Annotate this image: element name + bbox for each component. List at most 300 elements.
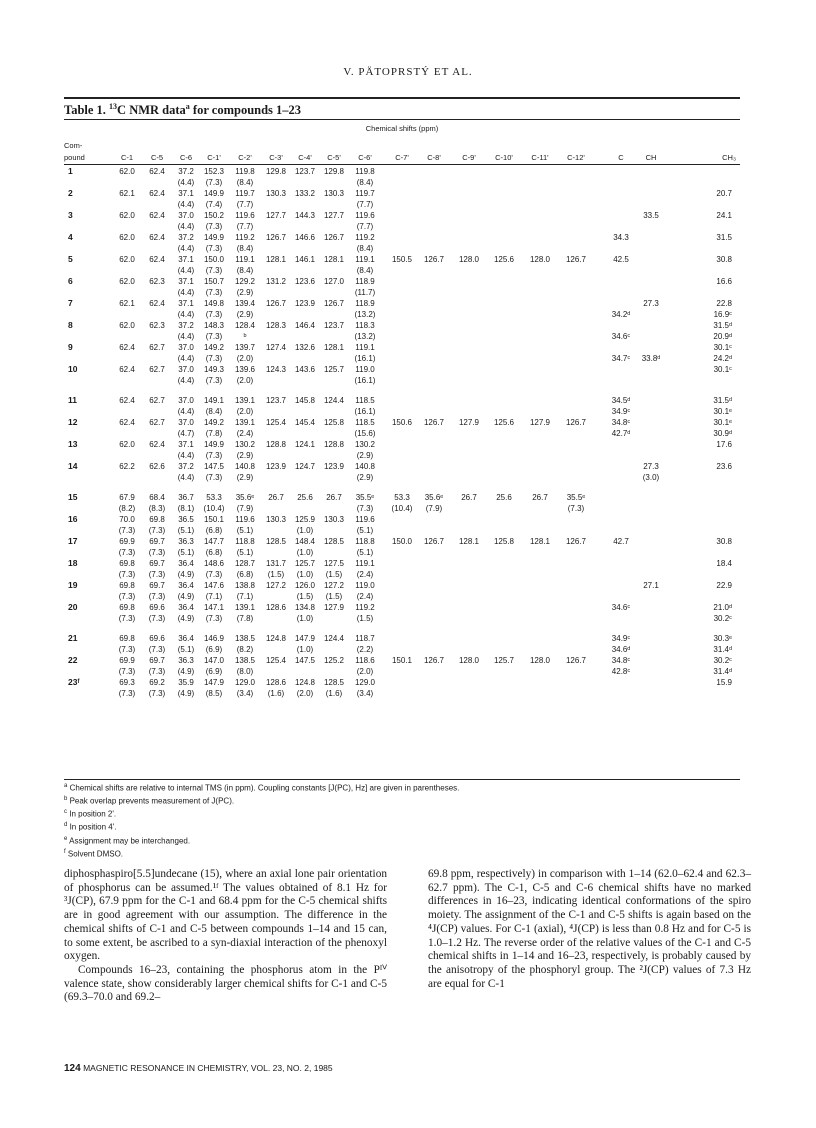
table-cell: (4.4) bbox=[177, 200, 195, 209]
table-cell: 119.1 bbox=[355, 255, 375, 264]
compound-number: 3 bbox=[68, 210, 73, 220]
table-cell: 20.7 bbox=[716, 189, 732, 198]
table-cell: 130.3 bbox=[323, 189, 345, 198]
table-cell: 62.4 bbox=[149, 255, 165, 264]
column-header: C-4' bbox=[298, 153, 312, 162]
table-cell: 128.3 bbox=[265, 321, 287, 330]
table-cell: (8.4) bbox=[205, 407, 223, 416]
table-cell: 62.0 bbox=[119, 440, 135, 449]
footnote-text: Solvent DMSO. bbox=[65, 849, 124, 859]
table-cell: (1.5) bbox=[325, 570, 343, 579]
table-cell: 145.8 bbox=[294, 396, 316, 405]
table-cell: 123.9 bbox=[294, 299, 316, 308]
column-header: C-5 bbox=[150, 153, 164, 162]
table-cell: (3.4) bbox=[236, 689, 254, 698]
table-cell: (5.1) bbox=[356, 526, 374, 535]
table-cell: 119.7 bbox=[235, 189, 255, 198]
table-cell: 119.8 bbox=[355, 167, 375, 176]
table-row bbox=[64, 232, 740, 254]
table-row bbox=[64, 439, 740, 461]
table-cell: 69.9 bbox=[119, 656, 135, 665]
table-cell: (4.4) bbox=[177, 222, 195, 231]
table-cell: (1.5) bbox=[296, 592, 314, 601]
table-cell: 118.5 bbox=[355, 396, 375, 405]
coupling-line bbox=[64, 309, 740, 320]
footnote-text: In position 2'. bbox=[67, 809, 117, 819]
table-cell: 131.2 bbox=[265, 277, 287, 286]
table-cell: 27.3 bbox=[643, 299, 659, 308]
footnote-text: Assignment may be interchanged. bbox=[67, 836, 191, 846]
table-cell: (8.4) bbox=[356, 244, 374, 253]
table-cell: 30.9ᵈ bbox=[713, 429, 732, 438]
shift-line bbox=[64, 320, 740, 331]
table-cell: 125.7 bbox=[493, 656, 515, 665]
table-cell: 149.8 bbox=[203, 299, 225, 308]
table-cell: 62.3 bbox=[149, 321, 165, 330]
table-cell: 69.8 bbox=[119, 634, 135, 643]
column-header: C bbox=[618, 153, 624, 162]
shift-line bbox=[64, 417, 740, 428]
footnote bbox=[64, 781, 740, 794]
table-cell: 125.7 bbox=[294, 559, 316, 568]
table-cell: 139.1 bbox=[234, 396, 256, 405]
table-cell: 139.4 bbox=[234, 299, 256, 308]
table-cell: 62.4 bbox=[119, 343, 135, 352]
table-cell: 17.6 bbox=[716, 440, 732, 449]
compound-number: 13 bbox=[68, 439, 78, 449]
table-row bbox=[64, 417, 740, 439]
table-row bbox=[64, 492, 740, 514]
coupling-line bbox=[64, 591, 740, 602]
table-cell: 42.7ᵈ bbox=[611, 429, 631, 438]
table-cell: 62.0 bbox=[119, 167, 135, 176]
table-cell: 147.9 bbox=[294, 634, 316, 643]
table-cell: 128.4 bbox=[234, 321, 256, 330]
table-cell: 152.3 bbox=[203, 167, 225, 176]
table-cell: 127.9 bbox=[323, 603, 345, 612]
table-row bbox=[64, 633, 740, 655]
table-cell: (10.4) bbox=[203, 504, 225, 513]
compound-number: 18 bbox=[68, 558, 78, 568]
table-cell: (4.4) bbox=[177, 178, 195, 187]
table-cell: 35.6ᵉ bbox=[235, 493, 255, 502]
table-row bbox=[64, 677, 740, 699]
body-paragraph: 69.8 ppm, respectively) in comparison with 1–14 (62.0–62.4 and 62.3–62.7 ppm). The C-1, C-5 and C-6 chemical shifts have no marked differences in 16–23, indicating identical conformations of the spiro moiety. The assignment of the C-1 and C-5 shifts is again based on the ⁴J(CP) values. For C-1 (axial), ⁴J(CP) is less than 0.8 Hz and for C-5 is 1.0–1.2 Hz. The reverse order of the relative values of the C-1 and C-5 chemical shifts in 1–14 and 16–23, respectively, is probably caused by the anisotropy of the phosphoryl group. The ²J(CP) values of 7.3 Hz are equal for C-1 bbox=[428, 868, 751, 990]
table-cell: 62.4 bbox=[119, 365, 135, 374]
compound-number: 1 bbox=[68, 166, 73, 176]
table-cell: 124.7 bbox=[294, 462, 316, 471]
table-cell: (4.4) bbox=[177, 310, 195, 319]
table-cell: (7.3) bbox=[205, 244, 223, 253]
shift-line bbox=[64, 461, 740, 472]
table-cell: 125.7 bbox=[323, 365, 345, 374]
table-cell: (4.4) bbox=[177, 354, 195, 363]
table-cell: 62.7 bbox=[149, 418, 165, 427]
table-cell: 119.2 bbox=[235, 233, 255, 242]
compound-number: 14 bbox=[68, 461, 78, 471]
table-cell: 34.9ᶜ bbox=[611, 407, 631, 416]
table-cell: (4.4) bbox=[177, 473, 195, 482]
table-cell: 36.3 bbox=[178, 537, 194, 546]
table-cell: 147.5 bbox=[203, 462, 225, 471]
table-cell: 149.9 bbox=[203, 233, 225, 242]
table-row bbox=[64, 276, 740, 298]
coupling-line bbox=[64, 243, 740, 254]
table-cell: 62.6 bbox=[149, 462, 165, 471]
coupling-line bbox=[64, 199, 740, 210]
table-cell: 37.2 bbox=[178, 462, 194, 471]
table-cell: 124.3 bbox=[265, 365, 287, 374]
table-cell: (7.7) bbox=[356, 222, 374, 231]
table-cell: (8.2) bbox=[236, 645, 254, 654]
table-cell: 62.0 bbox=[119, 233, 135, 242]
table-cell: (2.9) bbox=[356, 451, 374, 460]
table-cell: 125.9 bbox=[294, 515, 316, 524]
table-cell: 26.7 bbox=[532, 493, 548, 502]
table-cell: 128.1 bbox=[265, 255, 287, 264]
table-cell: 126.7 bbox=[265, 299, 287, 308]
compound-number: 10 bbox=[68, 364, 78, 374]
table-cell: 31.4ᵈ bbox=[713, 667, 732, 676]
coupling-line bbox=[64, 221, 740, 232]
table-cell: 42.8ᶜ bbox=[611, 667, 631, 676]
table-cell: 128.0 bbox=[529, 255, 551, 264]
table-cell: 123.7 bbox=[265, 396, 287, 405]
table-cell: 128.8 bbox=[323, 440, 345, 449]
running-head: V. PÄTOPRSTÝ ET AL. bbox=[343, 66, 473, 78]
table-cell: 36.5 bbox=[178, 515, 194, 524]
table-cell: 128.1 bbox=[529, 537, 551, 546]
table-cell: (1.6) bbox=[267, 689, 285, 698]
table-cell: (7.3) bbox=[205, 310, 223, 319]
table-cell: (7.3) bbox=[205, 451, 223, 460]
table-cell: 118.9 bbox=[355, 277, 375, 286]
table-cell: (7.7) bbox=[236, 200, 254, 209]
table-row bbox=[64, 364, 740, 386]
column-header: C-2' bbox=[238, 153, 252, 162]
table-cell: 37.0 bbox=[178, 343, 194, 352]
table-cell: 147.6 bbox=[203, 581, 225, 590]
table-cell: 139.1 bbox=[234, 603, 256, 612]
table-cell: 34.6ᵈ bbox=[611, 645, 631, 654]
table-cell: 34.6ᶜ bbox=[611, 603, 631, 612]
table-cell: 62.1 bbox=[119, 189, 135, 198]
table-head-rule bbox=[64, 119, 740, 120]
compound-number: 17 bbox=[68, 536, 78, 546]
table-title bbox=[64, 102, 301, 118]
table-cell: (7.7) bbox=[236, 222, 254, 231]
table-row bbox=[64, 298, 740, 320]
table-cell: (7.1) bbox=[205, 592, 223, 601]
table-cell: 125.6 bbox=[493, 255, 515, 264]
compound-number: 9 bbox=[68, 342, 73, 352]
table-cell: 139.1 bbox=[234, 418, 256, 427]
table-cell: 125.8 bbox=[493, 537, 515, 546]
table-cell: 128.0 bbox=[458, 255, 480, 264]
shift-line bbox=[64, 677, 740, 688]
table-cell: (7.9) bbox=[425, 504, 443, 513]
table-cell: 143.6 bbox=[294, 365, 316, 374]
table-cell: 30.2ᶜ bbox=[713, 614, 732, 623]
table-cell: 33.5 bbox=[643, 211, 659, 220]
table-cell: (2.4) bbox=[356, 592, 374, 601]
table-cell: 146.4 bbox=[294, 321, 316, 330]
table-cell: 34.6ᶜ bbox=[611, 332, 631, 341]
table-cell: (11.7) bbox=[354, 288, 376, 297]
footnote-mark: a bbox=[64, 783, 68, 789]
table-cell: 126.7 bbox=[423, 537, 445, 546]
table-row bbox=[64, 166, 740, 188]
coupling-line bbox=[64, 331, 740, 342]
table-cell: (2.0) bbox=[236, 376, 254, 385]
table-cell: 123.6 bbox=[294, 277, 316, 286]
table-cell: 128.7 bbox=[234, 559, 256, 568]
table-cell: 37.1 bbox=[178, 299, 194, 308]
table-cell: 69.8 bbox=[119, 559, 135, 568]
table-cell: 62.4 bbox=[149, 167, 165, 176]
compound-number: 19 bbox=[68, 580, 78, 590]
table-cell: 148.6 bbox=[203, 559, 225, 568]
chemical-shifts-label: Chemical shifts (ppm) bbox=[365, 124, 439, 133]
shift-line bbox=[64, 558, 740, 569]
table-cell: 148.4 bbox=[294, 537, 316, 546]
table-cell: (7.3) bbox=[148, 645, 166, 654]
table-cell: (16.1) bbox=[354, 354, 376, 363]
table-cell: (7.9) bbox=[236, 504, 254, 513]
table-cell: 130.3 bbox=[265, 515, 287, 524]
footnote-mark: c bbox=[64, 809, 67, 816]
table-cell: 26.7 bbox=[326, 493, 342, 502]
table-cell: 22.9 bbox=[716, 581, 732, 590]
table-cell: 128.5 bbox=[265, 537, 287, 546]
table-cell: 128.8 bbox=[265, 440, 287, 449]
table-cell: 69.9 bbox=[119, 537, 135, 546]
table-cell: 69.8 bbox=[119, 581, 135, 590]
table-cell: (3.0) bbox=[642, 473, 660, 482]
table-cell: 119.7 bbox=[355, 189, 375, 198]
shift-line bbox=[64, 439, 740, 450]
nmr-data-table bbox=[64, 166, 740, 699]
table-row bbox=[64, 558, 740, 580]
table-cell: 34.3 bbox=[613, 233, 629, 242]
table-cell: 30.3ᵉ bbox=[713, 634, 732, 643]
table-cell: 23.6 bbox=[716, 462, 732, 471]
column-header: C-10' bbox=[495, 153, 513, 162]
table-cell: 69.7 bbox=[149, 656, 165, 665]
table-cell: 127.7 bbox=[323, 211, 345, 220]
table-cell: (4.9) bbox=[177, 570, 195, 579]
table-cell: 62.4 bbox=[119, 396, 135, 405]
table-cell: 16.6 bbox=[716, 277, 732, 286]
compound-number: 4 bbox=[68, 232, 73, 242]
column-header: C-7' bbox=[395, 153, 409, 162]
table-cell: (5.1) bbox=[177, 526, 195, 535]
table-cell: 30.8 bbox=[716, 255, 732, 264]
table-cell: (2.4) bbox=[356, 570, 374, 579]
table-cell: (7.3) bbox=[148, 667, 166, 676]
table-cell: 69.3 bbox=[119, 678, 135, 687]
table-cell: 34.8ᶜ bbox=[611, 656, 631, 665]
table-cell: (2.0) bbox=[296, 689, 314, 698]
table-cell: 25.6 bbox=[496, 493, 512, 502]
table-row bbox=[64, 655, 740, 677]
table-cell: (8.3) bbox=[148, 504, 166, 513]
table-cell: 37.0 bbox=[178, 211, 194, 220]
body-paragraph: Compounds 16–23, containing the phosphorus atom in the Pᴵⱽ valence state, show considerably larger chemical shifts for C-1 and C-5 (69.3–70.0 and 69.2– bbox=[64, 963, 387, 1004]
coupling-line bbox=[64, 265, 740, 276]
coupling-line bbox=[64, 177, 740, 188]
shift-line bbox=[64, 276, 740, 287]
shift-line bbox=[64, 364, 740, 375]
footnote bbox=[64, 820, 740, 833]
journal-citation: MAGNETIC RESONANCE IN CHEMISTRY, VOL. 23, NO. 2, 1985 bbox=[83, 1063, 333, 1073]
table-cell: 62.7 bbox=[149, 343, 165, 352]
table-cell: (2.9) bbox=[236, 310, 254, 319]
table-cell: (7.3) bbox=[205, 614, 223, 623]
table-cell: 147.0 bbox=[203, 656, 225, 665]
table-cell: 127.2 bbox=[323, 581, 345, 590]
table-cell: 26.7 bbox=[461, 493, 477, 502]
table-cell: (6.8) bbox=[236, 570, 254, 579]
table-cell: 118.5 bbox=[355, 418, 375, 427]
table-cell: 130.3 bbox=[323, 515, 345, 524]
column-header: C-9' bbox=[462, 153, 476, 162]
table-cell: 139.7 bbox=[234, 343, 256, 352]
coupling-line bbox=[64, 353, 740, 364]
table-cell: 69.2 bbox=[149, 678, 165, 687]
table-cell: 42.5 bbox=[613, 255, 629, 264]
table-cell: 37.2 bbox=[178, 321, 194, 330]
table-cell: 129.8 bbox=[323, 167, 345, 176]
table-cell: 62.4 bbox=[119, 418, 135, 427]
table-cell: (3.4) bbox=[356, 689, 374, 698]
table-cell: 69.8 bbox=[119, 603, 135, 612]
table-cell: 148.3 bbox=[203, 321, 225, 330]
table-cell: (8.4) bbox=[236, 178, 254, 187]
table-cell: 35.5ᵉ bbox=[355, 493, 375, 502]
table-cell: 150.2 bbox=[203, 211, 225, 220]
table-cell: (1.0) bbox=[296, 614, 314, 623]
table-cell: 150.1 bbox=[203, 515, 225, 524]
table-cell: 26.7 bbox=[268, 493, 284, 502]
table-cell: 22.8 bbox=[716, 299, 732, 308]
table-cell: (6.8) bbox=[205, 526, 223, 535]
table-cell: 36.4 bbox=[178, 581, 194, 590]
shift-line bbox=[64, 395, 740, 406]
table-cell: (4.9) bbox=[177, 592, 195, 601]
table-cell: 149.2 bbox=[203, 343, 225, 352]
table-cell: (5.1) bbox=[356, 548, 374, 557]
table-cell: 118.9 bbox=[355, 299, 375, 308]
table-cell: 150.1 bbox=[391, 656, 413, 665]
table-cell: 146.1 bbox=[294, 255, 316, 264]
table-cell: 68.4 bbox=[149, 493, 165, 502]
table-cell: 138.8 bbox=[234, 581, 256, 590]
table-cell: (7.3) bbox=[118, 592, 136, 601]
table-cell: (4.4) bbox=[177, 451, 195, 460]
table-cell: 119.8 bbox=[235, 167, 255, 176]
table-cell: 34.8ᶜ bbox=[611, 418, 631, 427]
table-cell: 134.8 bbox=[294, 603, 316, 612]
compound-number: 20 bbox=[68, 602, 78, 612]
table-cell: (1.5) bbox=[356, 614, 374, 623]
table-cell: 37.1 bbox=[178, 277, 194, 286]
table-cell: (6.8) bbox=[205, 548, 223, 557]
table-cell: (13.2) bbox=[354, 310, 376, 319]
table-title-isotope: 13 bbox=[109, 102, 118, 111]
footnote bbox=[64, 807, 740, 820]
shift-line bbox=[64, 633, 740, 644]
table-cell: (7.3) bbox=[148, 689, 166, 698]
table-cell: (1.0) bbox=[296, 548, 314, 557]
footnote-mark: b bbox=[64, 796, 68, 803]
table-row bbox=[64, 536, 740, 558]
column-header: C-12' bbox=[567, 153, 585, 162]
table-cell: 119.1 bbox=[355, 559, 375, 568]
table-cell: 150.0 bbox=[203, 255, 225, 264]
table-cell: 62.1 bbox=[119, 299, 135, 308]
table-cell: (5.1) bbox=[177, 645, 195, 654]
table-cell: 130.2 bbox=[354, 440, 376, 449]
table-cell: 149.3 bbox=[203, 365, 225, 374]
table-cell: 24.2ᵈ bbox=[713, 354, 732, 363]
table-cell: 125.4 bbox=[265, 418, 287, 427]
shift-line bbox=[64, 342, 740, 353]
table-cell: 30.1ᵉ bbox=[713, 407, 732, 416]
coupling-line bbox=[64, 666, 740, 677]
table-cell: (5.1) bbox=[236, 548, 254, 557]
coupling-line bbox=[64, 613, 740, 624]
table-cell: 31.5 bbox=[716, 233, 732, 242]
table-cell: 150.6 bbox=[391, 418, 413, 427]
table-cell: (8.5) bbox=[205, 689, 223, 698]
table-row bbox=[64, 580, 740, 602]
table-row bbox=[64, 320, 740, 342]
table-cell: 124.4 bbox=[323, 634, 345, 643]
table-cell: 128.1 bbox=[323, 343, 345, 352]
shift-line bbox=[64, 655, 740, 666]
coupling-line bbox=[64, 472, 740, 483]
column-header: C-11' bbox=[531, 153, 549, 162]
table-cell: 146.6 bbox=[294, 233, 316, 242]
compound-number: 11 bbox=[68, 395, 77, 405]
table-cell: 30.1ᶜ bbox=[713, 365, 732, 374]
shift-line bbox=[64, 188, 740, 199]
table-cell: (7.3) bbox=[205, 473, 223, 482]
table-cell: 62.3 bbox=[149, 277, 165, 286]
table-footnotes bbox=[64, 781, 740, 860]
table-cell: (7.3) bbox=[118, 526, 136, 535]
table-cell: 128.0 bbox=[529, 656, 551, 665]
table-cell: 146.9 bbox=[203, 634, 225, 643]
table-cell: 69.7 bbox=[149, 537, 165, 546]
table-cell: 126.0 bbox=[294, 581, 316, 590]
table-cell: 127.9 bbox=[529, 418, 551, 427]
table-cell: 62.0 bbox=[119, 277, 135, 286]
page-number: 124 bbox=[64, 1063, 81, 1074]
table-cell: (7.3) bbox=[205, 354, 223, 363]
table-cell: (6.9) bbox=[205, 645, 223, 654]
table-cell: 138.5 bbox=[234, 634, 256, 643]
compound-number: 5 bbox=[68, 254, 73, 264]
table-cell: 126.7 bbox=[565, 418, 587, 427]
table-cell: 62.4 bbox=[149, 299, 165, 308]
table-cell: 144.3 bbox=[294, 211, 316, 220]
top-rule bbox=[64, 97, 740, 99]
table-cell: 31.4ᵈ bbox=[713, 645, 732, 654]
table-cell: 126.7 bbox=[423, 418, 445, 427]
table-cell: 124.1 bbox=[294, 440, 316, 449]
